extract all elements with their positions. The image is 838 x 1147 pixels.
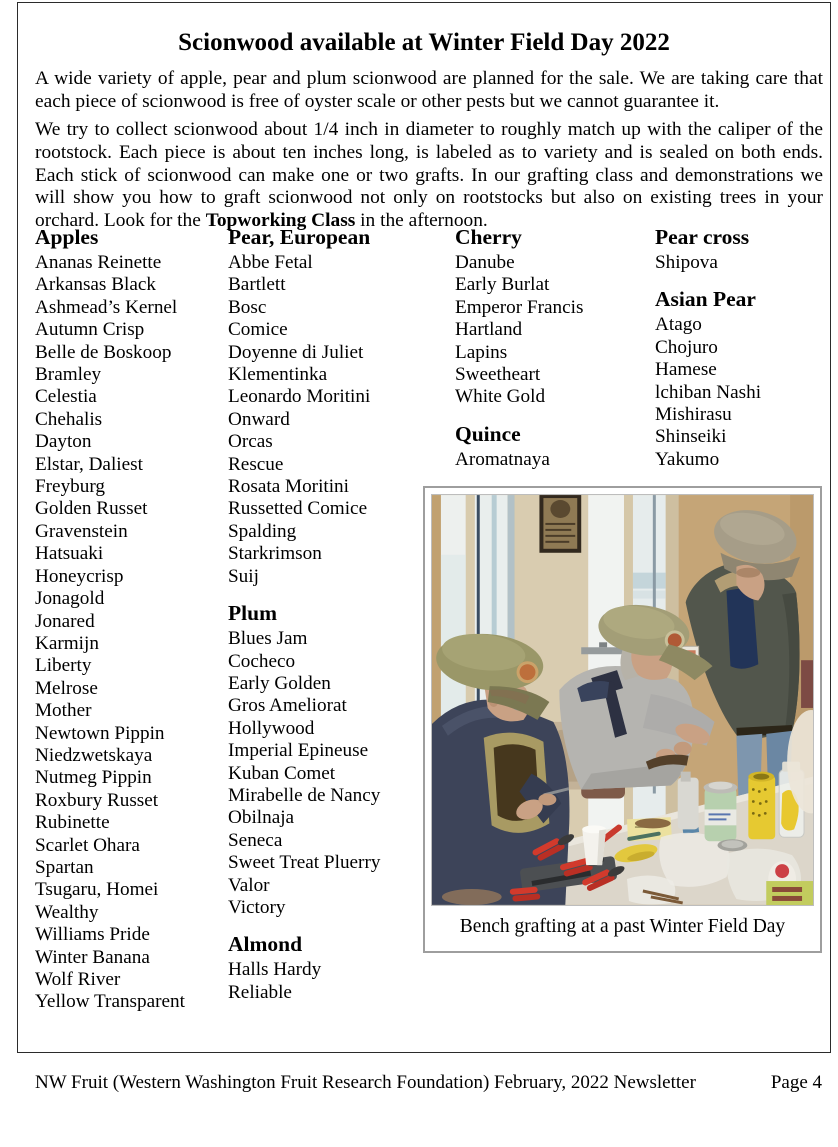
- section-heading-almond: Almond: [228, 932, 303, 957]
- section-pear-european: [228, 224, 436, 588]
- variety-item: Sweetheart: [455, 364, 541, 386]
- column-pearcross-asianpear: [655, 224, 823, 471]
- section-almond: [228, 931, 436, 1004]
- variety-list-asian-pear: [655, 314, 823, 471]
- variety-item: Comice: [228, 319, 288, 341]
- variety-item: Mirabelle de Nancy: [228, 784, 381, 806]
- details-paragraph-tail: in the afternoon.: [355, 209, 488, 231]
- variety-item: Orcas: [228, 431, 273, 453]
- variety-item: White Gold: [455, 386, 546, 408]
- variety-item: Jonared: [35, 610, 95, 632]
- variety-item: Arkansas Black: [35, 274, 156, 296]
- variety-list-cherry: [455, 252, 643, 409]
- variety-item: Roxbury Russet: [35, 789, 159, 811]
- details-paragraph-text: We try to collect scionwood about 1/4 inch in diameter to roughly match up with the caliper of the rootstock. Each piece is about ten inches long, is labeled as to variety and is sealed on both ends. Each stick of scionwood can make one or two grafts. In our grafting class and demonstrations we will show you how to graft scionwood not only on rootstocks but also on existing trees in your orchard. Look for the: [35, 119, 823, 231]
- variety-list-pear-european: [228, 252, 436, 588]
- variety-item: Russetted Comice: [228, 498, 368, 520]
- variety-item: Spalding: [228, 520, 297, 542]
- variety-item: Honeycrisp: [35, 565, 124, 587]
- section-asian-pear: [655, 286, 823, 471]
- section-heading-pear-european: Pear, European: [228, 225, 371, 249]
- variety-item: Wealthy: [35, 901, 99, 923]
- variety-item: Bartlett: [228, 274, 286, 296]
- variety-item: Shipova: [655, 252, 718, 273]
- variety-item: Tsugaru, Homei: [35, 879, 159, 901]
- footer-text: NW Fruit (Western Washington Fruit Research Foundation) February, 2022 Newsletter: [35, 1072, 696, 1093]
- details-paragraph: [35, 119, 823, 232]
- variety-item: Wolf River: [35, 969, 121, 990]
- variety-item: Autumn Crisp: [35, 319, 145, 341]
- variety-item: Chehalis: [35, 408, 103, 430]
- variety-item: Shinseiki: [655, 426, 727, 448]
- variety-item: Mother: [35, 700, 92, 722]
- variety-item: Blues Jam: [228, 628, 308, 650]
- variety-item: Scarlet Ohara: [35, 834, 140, 856]
- variety-item: Suij: [228, 565, 259, 587]
- variety-item: Hamese: [655, 359, 717, 381]
- variety-item: Doyenne di Juliet: [228, 341, 364, 363]
- section-apples: [35, 224, 220, 1014]
- section-heading-cherry: Cherry: [455, 225, 522, 249]
- variety-item: Victory: [228, 896, 286, 918]
- section-heading-apples: Apples: [35, 225, 99, 249]
- variety-list-apples: [35, 252, 220, 1014]
- variety-item: Halls Hardy: [228, 959, 322, 981]
- variety-item: Rescue: [228, 453, 284, 475]
- variety-item: Aromatnaya: [455, 448, 550, 470]
- page-title: Scionwood available at Winter Field Day 2022: [178, 28, 670, 56]
- variety-item: Karmijn: [35, 632, 99, 654]
- photo-figure: [423, 486, 822, 953]
- photo-caption: Bench grafting at a past Winter Field Day: [459, 916, 786, 937]
- variety-item: Seneca: [228, 829, 283, 851]
- variety-list-quince: [455, 449, 643, 471]
- variety-item: Kuban Comet: [228, 762, 336, 784]
- column-apples: [35, 224, 220, 1014]
- section-plum: [228, 600, 436, 919]
- variety-item: Golden Russet: [35, 498, 148, 520]
- variety-item: Klementinka: [228, 364, 328, 386]
- variety-item: Gros Ameliorat: [228, 695, 347, 717]
- variety-item: Imperial Epineuse: [228, 740, 369, 762]
- variety-item: Newtown Pippin: [35, 722, 165, 744]
- variety-item: Liberty: [35, 655, 92, 677]
- variety-item: Danube: [455, 252, 515, 273]
- variety-item: Gravenstein: [35, 520, 128, 542]
- variety-item: Abbe Fetal: [228, 252, 313, 273]
- variety-item: Early Burlat: [455, 274, 550, 296]
- variety-item: Mishirasu: [655, 404, 732, 426]
- variety-item: Elstar, Daliest: [35, 453, 143, 475]
- variety-item: Winter Banana: [35, 946, 150, 968]
- variety-item: lchiban Nashi: [655, 381, 762, 403]
- variety-item: Bosc: [228, 296, 267, 318]
- variety-item: Bramley: [35, 364, 102, 386]
- variety-item: Valor: [228, 874, 270, 896]
- column-pear-plum-almond: [228, 224, 436, 1004]
- intro-paragraph: A wide variety of apple, pear and plum scionwood are planned for the sale. We are taking care that each piece of scionwood is free of oyster scale or other pests but we cannot guarantee it.: [35, 68, 823, 112]
- variety-item: Jonagold: [35, 588, 105, 610]
- variety-item: Onward: [228, 408, 290, 430]
- variety-item: Obilnaja: [228, 807, 295, 829]
- variety-item: Early Golden: [228, 672, 331, 694]
- section-heading-plum: Plum: [228, 601, 277, 626]
- section-heading-quince: Quince: [455, 421, 521, 446]
- variety-item: Sweet Treat Pluerry: [228, 852, 381, 874]
- variety-item: Freyburg: [35, 476, 105, 498]
- variety-item: Hollywood: [228, 717, 315, 739]
- section-pear-cross: [655, 224, 823, 274]
- variety-item: Rubinette: [35, 812, 110, 834]
- variety-list-plum: [228, 628, 436, 919]
- variety-item: Hatsuaki: [35, 543, 104, 565]
- variety-item: Ashmead’s Kernel: [35, 296, 178, 318]
- variety-item: Belle de Boskoop: [35, 341, 172, 363]
- section-heading-pear-cross: Pear cross: [655, 225, 750, 249]
- section-quince: [455, 421, 643, 471]
- variety-item: Yakumo: [655, 448, 720, 470]
- variety-item: Spartan: [35, 856, 94, 878]
- variety-item: Leonardo Moritini: [228, 386, 371, 408]
- column-cherry-quince: [455, 224, 643, 471]
- variety-item: Dayton: [35, 431, 92, 453]
- variety-item: Rosata Moritini: [228, 476, 349, 498]
- variety-list-pear-cross: [655, 252, 823, 274]
- variety-item: Hartland: [455, 319, 523, 341]
- variety-item: Yellow Transparent: [35, 991, 185, 1013]
- variety-item: Starkrimson: [228, 543, 322, 565]
- variety-item: Reliable: [228, 981, 292, 1003]
- variety-item: Celestia: [35, 386, 97, 408]
- page-number: Page 4: [770, 1072, 822, 1093]
- topworking-class-bold: Topworking Class: [205, 209, 356, 231]
- section-cherry: [455, 224, 643, 409]
- variety-list-almond: [228, 959, 436, 1004]
- variety-item: Melrose: [35, 677, 98, 699]
- section-heading-asian-pear: Asian Pear: [655, 287, 756, 312]
- variety-item: Ananas Reinette: [35, 252, 162, 273]
- variety-item: Chojuro: [655, 336, 718, 358]
- variety-item: Niedzwetskaya: [35, 744, 153, 766]
- variety-item: Atago: [655, 314, 702, 336]
- variety-item: Nutmeg Pippin: [35, 767, 152, 789]
- variety-item: Williams Pride: [35, 924, 150, 946]
- variety-item: Emperor Francis: [455, 296, 584, 318]
- variety-item: Cocheco: [228, 650, 296, 672]
- variety-item: Lapins: [455, 341, 508, 363]
- bench-grafting-photo: [431, 494, 814, 906]
